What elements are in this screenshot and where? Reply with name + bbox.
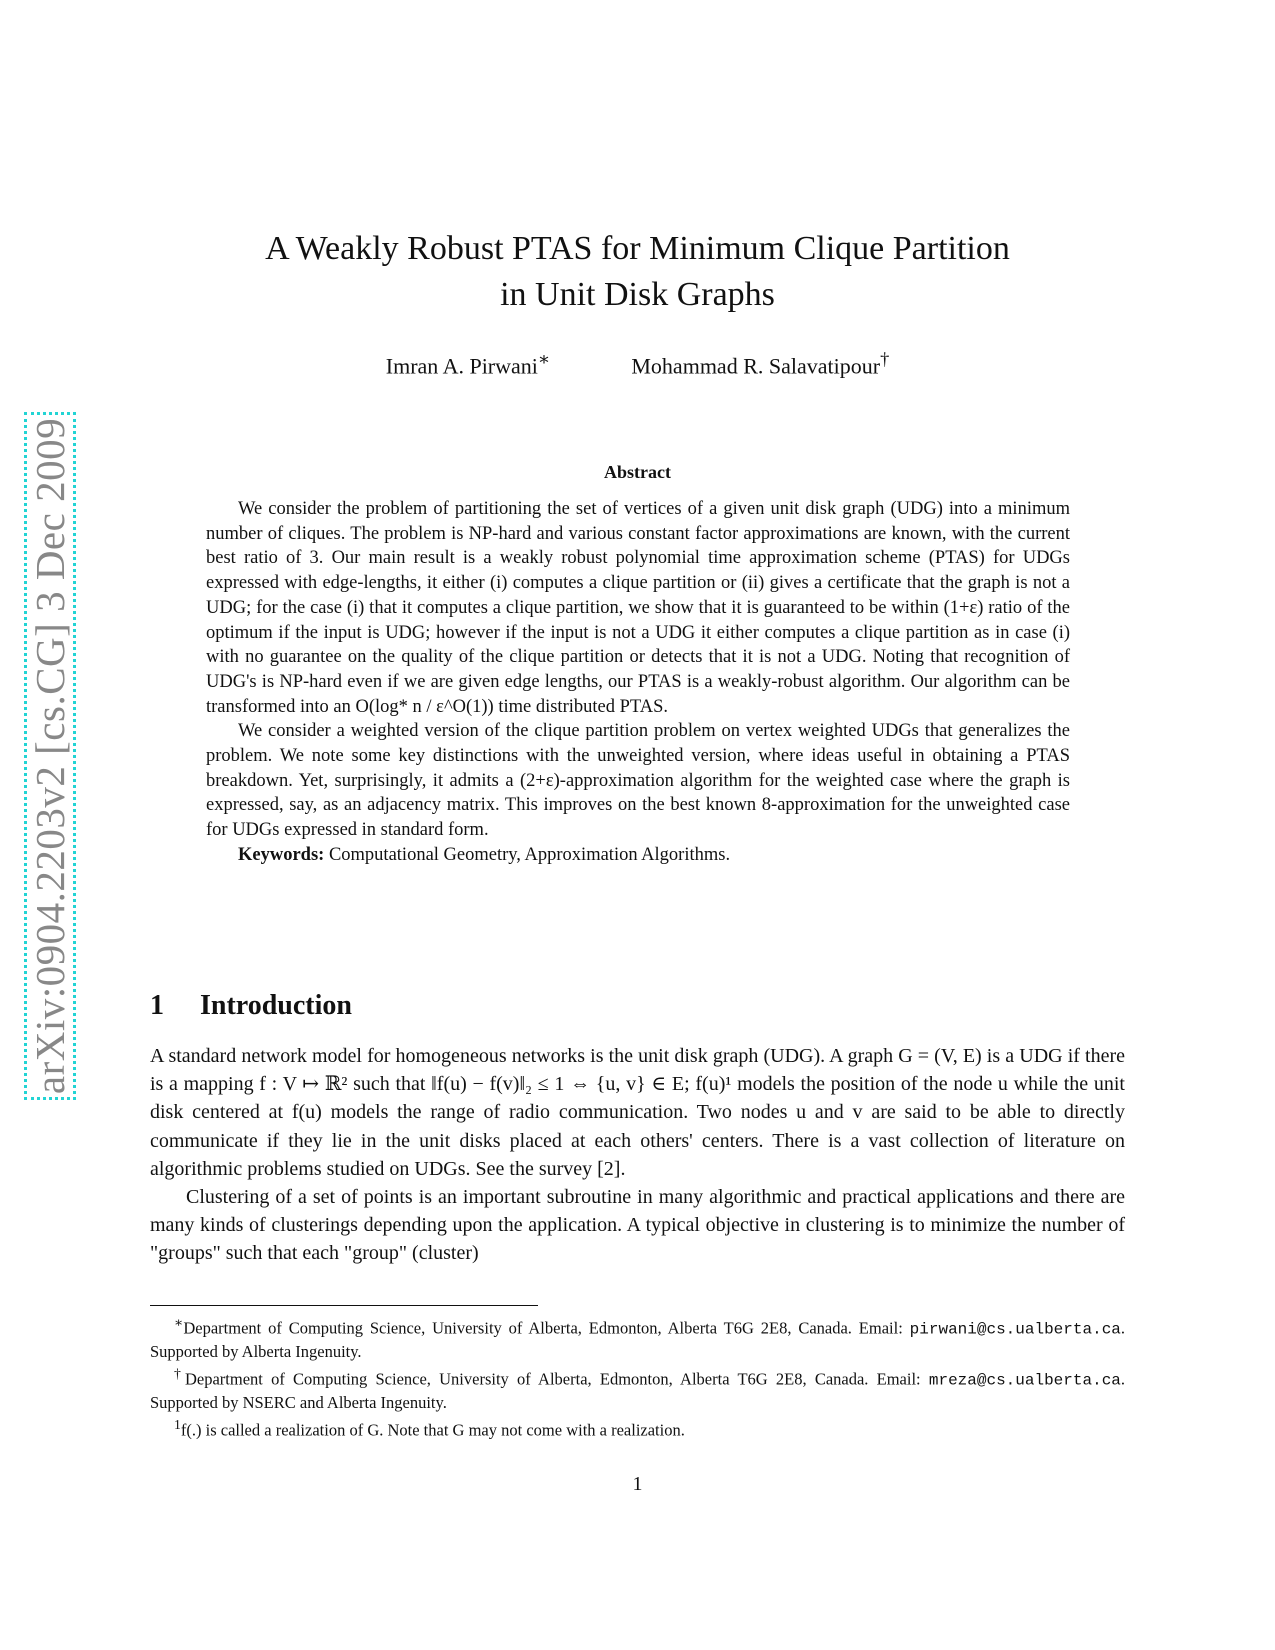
footnote-1-mark: ∗ <box>174 1315 184 1330</box>
footnote-3 <box>150 1414 1125 1442</box>
footnote-1 <box>150 1312 1125 1363</box>
footnote-2-text: Department of Computing Science, University of Alberta, Edmonton, Alberta T6G 2E8, Canada. Email: <box>184 1369 921 1389</box>
abstract-paragraph-2: We consider a weighted version of the clique partition problem on vertex weighted UDGs that generalizes the problem. We note some key distinctions with the unweighted version, where ideas useful in obtaining a PTAS breakdown. Yet, surprisingly, it admits a (2+ε)-approximation algorithm for the weighted case where the graph is expressed, say, as an adjacency matrix. This improves on the best known 8-approximation for the unweighted case for UDGs expressed in standard form. <box>206 721 1070 841</box>
footnote-3-mark: 1 <box>174 1417 181 1433</box>
footnote-3-text: f(.) is called a realization of G. Note that G may not come with a realization. <box>180 1420 685 1440</box>
footnote-1-text: Department of Computing Science, University of Alberta, Edmonton, Alberta T6G 2E8, Canada. Email: <box>183 1318 903 1338</box>
author-2: Mohammad R. Salavatipour <box>631 353 881 379</box>
arxiv-stamp[interactable] <box>24 412 76 1100</box>
page-number: 1 <box>632 1473 643 1495</box>
intro-paragraph-1: A standard network model for homogeneous networks is the unit disk graph (UDG). A graph G = (V, E) is a UDG if there is a mapping f : V ↦ ℝ² such that ‖f(u) − f(v)‖₂ ≤ 1 ⇔ {u, v} ∈ E; f(u)¹ models the position of the node u while the unit disk centered at f(u) models the range of radio communication. Two nodes u and v are said to be able to directly communicate if they lie in the unit disks placed at each others' centers. There is a vast collection of literature on algorithmic problems studied on UDGs. See the survey [2]. <box>150 1045 1125 1180</box>
section-heading <box>150 990 352 1022</box>
arxiv-stamp-text: arXiv:0904.2203v2 [cs.CG] 3 Dec 2009 <box>27 417 73 1095</box>
footnotes <box>150 1312 1125 1442</box>
footnote-1-support: . Supported by Alberta Ingenuity. <box>150 1318 1126 1361</box>
section-number: 1 <box>150 990 164 1021</box>
title-line-1: A Weakly Robust PTAS for Minimum Clique Partition <box>265 230 1010 267</box>
footnote-2-mark: † <box>174 1366 185 1382</box>
footnote-2-support: . Supported by NSERC and Alberta Ingenuity. <box>150 1369 1126 1412</box>
intro-paragraph-2: Clustering of a set of points is an important subroutine in many algorithmic and practical applications and there are many kinds of clusterings depending upon the application. A typical objective in clustering is to minimize the number of "groups" such that each "group" (cluster) <box>150 1186 1125 1265</box>
keywords-label: Keywords: <box>238 844 325 865</box>
footnote-1-email[interactable]: pirwani@cs.ualberta.ca <box>909 1320 1121 1339</box>
footnote-2 <box>150 1363 1125 1414</box>
intro-body <box>150 1042 1125 1268</box>
paper-title <box>150 226 1125 318</box>
author-list <box>150 349 1125 379</box>
section-title: Introduction <box>200 990 352 1021</box>
keywords <box>206 843 1070 868</box>
author-1: Imran A. Pirwani <box>385 353 538 379</box>
abstract-paragraph-1: We consider the problem of partitioning the set of vertices of a given unit disk graph (UDG) into a minimum number of cliques. The problem is NP-hard and various constant factor approximations are known, with the current best ratio of 3. Our main result is a weakly robust polynomial time approximation scheme (PTAS) for UDGs expressed with edge-lengths, it either (i) computes a clique partition or (ii) gives a certificate that the graph is not a UDG; for the case (i) that it computes a clique partition, we show that it is guaranteed to be within (1+ε) ratio of the optimum if the input is UDG; however if the input is not a UDG it either computes a clique partition as in case (i) with no guarantee on the quality of the clique partition or detects that it is not a UDG. Noting that recognition of UDG's is NP-hard even if we are given edge lengths, our PTAS is a weakly-robust algorithm. Our algorithm can be transformed into an O(log* n / ε^O(1)) time distributed PTAS. <box>206 499 1070 717</box>
title-line-2: in Unit Disk Graphs <box>500 276 775 313</box>
footnote-rule <box>150 1305 538 1306</box>
abstract <box>206 497 1070 868</box>
abstract-heading: Abstract <box>604 462 671 482</box>
keywords-text: Computational Geometry, Approximation Algorithms. <box>328 844 731 865</box>
author-1-mark: ∗ <box>537 349 551 369</box>
author-2-mark: † <box>880 349 890 369</box>
footnote-2-email[interactable]: mreza@cs.ualberta.ca <box>928 1371 1121 1390</box>
